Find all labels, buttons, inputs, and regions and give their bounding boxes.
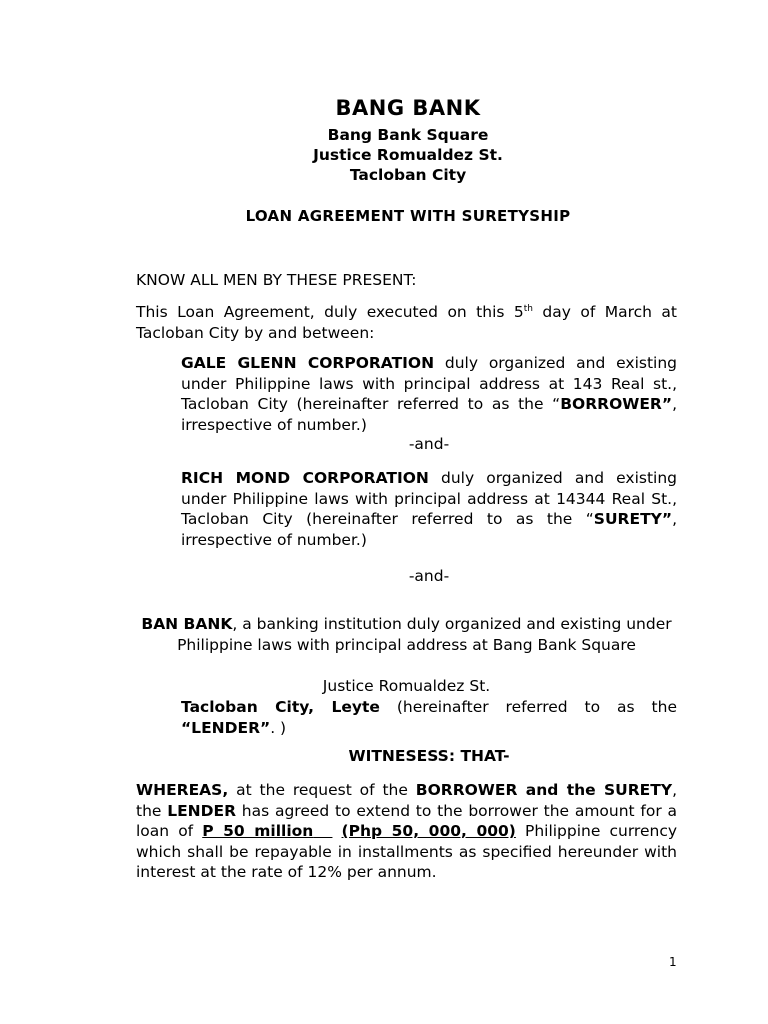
loan-amount-gap xyxy=(332,822,341,840)
lender-paragraph xyxy=(134,614,679,655)
borrower-text-a: duly organized and existing under Philippine laws with principal address at 143 Real st., Tacloban City (hereinafter referred to as the “ xyxy=(181,354,677,414)
lender-text-a: , a banking institution duly organized and existing under Philippine laws with principal address at Bang Bank Square xyxy=(177,615,672,654)
address-line-1: Bang Bank Square xyxy=(327,126,489,144)
lender-name: BAN BANK xyxy=(141,615,233,633)
lender-text-c: . ) xyxy=(270,718,287,737)
whereas-paragraph xyxy=(136,780,677,883)
execution-sup: th xyxy=(523,304,533,314)
borrower-role: BORROWER” xyxy=(560,395,673,414)
witnesseth-heading: WITNESESS: THAT- xyxy=(348,747,510,765)
lender-city-paragraph xyxy=(181,697,677,738)
and-separator-1: -and- xyxy=(408,435,450,453)
whereas-text-2: , the xyxy=(136,781,677,820)
execution-text-b: day of March at Tacloban City by and between: xyxy=(136,303,677,342)
borrower-text-b: , irrespective of number.) xyxy=(181,395,677,434)
lender-street: Justice Romualdez St. xyxy=(322,677,491,695)
whereas-text-3: has agreed to extend to the borrower the amount for a loan of xyxy=(136,801,677,841)
address-line-2: Justice Romualdez St. xyxy=(313,146,503,164)
surety-role: SURETY” xyxy=(593,510,673,529)
document-title: LOAN AGREEMENT WITH SURETYSHIP xyxy=(245,207,571,225)
loan-amount-figures: (Php 50, 000, 000) xyxy=(341,822,516,841)
borrower-paragraph xyxy=(181,353,677,435)
borrower-name: GALE GLENN CORPORATION xyxy=(181,354,435,372)
execution-text-a: This Loan Agreement, duly executed on this 5 xyxy=(136,303,524,321)
whereas-text-1: at the request of the xyxy=(228,781,416,799)
page-number: 1 xyxy=(669,955,677,969)
surety-name: RICH MOND CORPORATION xyxy=(181,469,429,487)
loan-amount-words-text: P 50 million xyxy=(202,822,314,841)
surety-text-b: , irrespective of number.) xyxy=(181,510,677,549)
whereas-lender: LENDER xyxy=(167,801,237,820)
address-line-3: Tacloban City xyxy=(349,166,467,184)
bank-name: BANG BANK xyxy=(335,96,481,120)
lender-city: Tacloban City, Leyte xyxy=(181,698,380,716)
lender-text-b: (hereinafter referred to as the xyxy=(379,698,677,716)
loan-amount-words xyxy=(202,822,332,840)
surety-text-a: duly organized and existing under Philippine laws with principal address at 14344 Real St., Tacloban City (hereinafter referred to as the “ xyxy=(181,469,677,529)
whereas-text-4: Philippine currency which shall be repayable in installments as specified hereunder with interest at the rate of 12% per annum. xyxy=(136,822,678,882)
execution-paragraph xyxy=(136,302,677,343)
whereas-label: WHEREAS, xyxy=(136,781,229,799)
lender-role: “LENDER” xyxy=(181,718,271,737)
know-all-men: KNOW ALL MEN BY THESE PRESENT: xyxy=(136,271,417,289)
whereas-parties: BORROWER and the SURETY xyxy=(415,781,673,799)
surety-paragraph xyxy=(181,468,677,550)
and-separator-2: -and- xyxy=(408,567,450,585)
